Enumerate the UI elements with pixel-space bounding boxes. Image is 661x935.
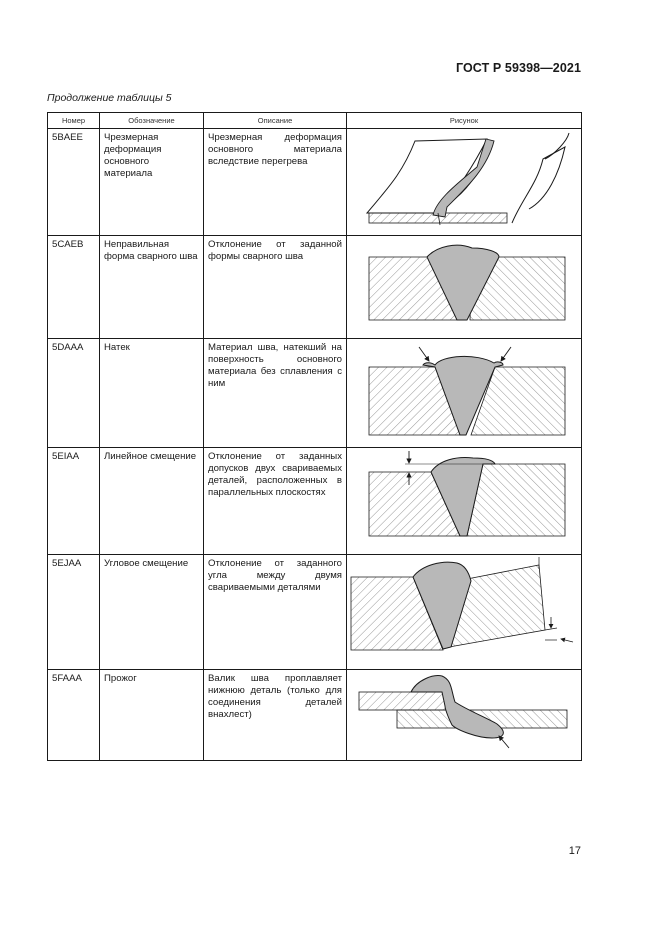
row-number: 5EJAA [48, 555, 100, 670]
row-number: 5FAAA [48, 670, 100, 761]
row-designation: Линейное смещение [100, 448, 204, 555]
table-caption: Продолжение таблицы 5 [47, 92, 172, 104]
row-description: Отклонение от заданной формы сварного шва [204, 236, 347, 339]
col-header-designation: Обозначение [100, 113, 204, 129]
table-row [48, 555, 582, 670]
row-number: 5CAEB [48, 236, 100, 339]
row-number: 5EIAA [48, 448, 100, 555]
table-row [48, 448, 582, 555]
document-code: ГОСТ Р 59398—2021 [455, 61, 581, 75]
col-header-description: Описание [204, 113, 347, 129]
row-designation: Чрезмерная деформация основного материала [100, 129, 204, 236]
page-number: 17 [568, 845, 581, 857]
row-description: Отклонение от заданных допусков двух свариваемых деталей, расположенных в параллельных плоскостях [204, 448, 347, 555]
row-designation: Неправильная форма сварного шва [100, 236, 204, 339]
overlap-figure [347, 339, 582, 448]
burn-through-figure [347, 670, 582, 761]
row-description: Валик шва проплавляет нижнюю деталь (только для соединения деталей внахлест) [204, 670, 347, 761]
table-row [48, 339, 582, 448]
row-number: 5DAAA [48, 339, 100, 448]
linear-misalignment-figure [347, 448, 582, 555]
table-header-row [48, 113, 582, 129]
table-row [48, 236, 582, 339]
row-description: Материал шва, натекший на поверхность основного материала без сплавления с ним [204, 339, 347, 448]
row-description: Чрезмерная деформация основного материала вследствие перегрева [204, 129, 347, 236]
col-header-number: Номер [48, 113, 100, 129]
col-header-figure: Рисунок [347, 113, 582, 129]
row-number: 5BAEE [48, 129, 100, 236]
irregular-weld-shape-figure [347, 236, 582, 339]
row-designation: Угловое смещение [100, 555, 204, 670]
defects-table [47, 112, 582, 761]
row-designation: Натек [100, 339, 204, 448]
angular-misalignment-figure [347, 555, 582, 670]
table-row [48, 129, 582, 236]
row-designation: Прожог [100, 670, 204, 761]
excessive-deformation-figure [347, 129, 582, 236]
table-row [48, 670, 582, 761]
row-description: Отклонение от заданного угла между двумя свариваемыми деталями [204, 555, 347, 670]
